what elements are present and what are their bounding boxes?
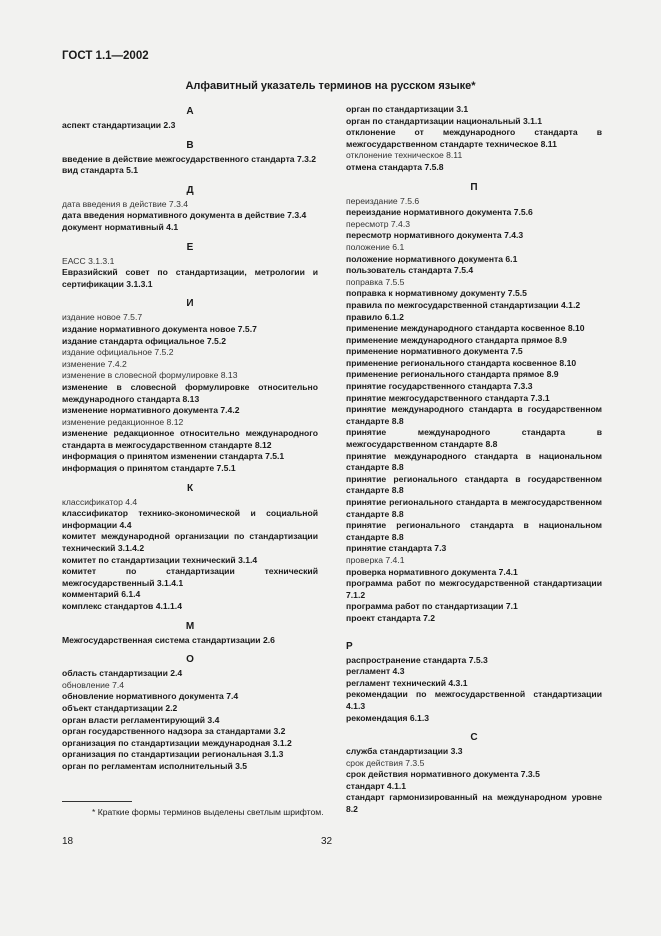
index-entry: информация о принятом изменении стандарта 7.5.1 <box>62 451 285 462</box>
section-letter: И <box>186 298 194 310</box>
footnote-rule <box>62 801 132 802</box>
index-entry: стандарт гармонизированный на международном уровне 8.2 <box>346 792 602 815</box>
index-column-left <box>62 104 318 773</box>
index-entry: орган власти регламентирующий 3.4 <box>62 714 220 725</box>
index-title: Алфавитный указатель терминов на русском языке* <box>185 80 476 92</box>
index-entry: дата введения в действие 7.3.4 <box>62 198 189 209</box>
index-entry: проверка 7.4.1 <box>346 554 405 565</box>
index-entry: положение 6.1 <box>346 241 405 252</box>
index-entry: Евразийский совет по стандартизации, метрологии и сертификации 3.1.3.1 <box>62 267 318 289</box>
index-entry: комитет по стандартизации технический 3.1.4 <box>62 554 258 565</box>
index-entry: принятие государственного стандарта 7.3.3 <box>346 381 533 392</box>
index-entry: принятие регионального стандарта в государственном стандарте 8.8 <box>346 473 602 496</box>
index-entry: программа работ по межгосударственной стандартизации 7.1.2 <box>346 578 602 600</box>
index-entry: поправка к нормативному документу 7.5.5 <box>346 288 527 299</box>
index-entry: пересмотр 7.4.3 <box>346 218 411 229</box>
document-header: ГОСТ 1.1—2002 <box>62 50 149 62</box>
index-entry: отклонение техническое 8.11 <box>346 150 463 161</box>
index-entry: издание стандарта официальное 7.5.2 <box>62 335 226 346</box>
index-entry: срок действия нормативного документа 7.3.5 <box>346 769 540 780</box>
index-entry: комитет международной организации по стандартизации технический 3.1.4.2 <box>62 531 318 554</box>
index-entry: рекомендации по межгосударственной стандартизации 4.1.3 <box>346 689 602 711</box>
index-entry: изменение редакционное относительно международного стандарта в межгосударственном стандарте 8.12 <box>62 428 318 450</box>
index-entry: принятие международного стандарта в государственном стандарте 8.8 <box>346 404 602 426</box>
index-entry: правила по межгосударственной стандартизации 4.1.2 <box>346 299 581 310</box>
index-entry: информация о принятом стандарте 7.5.1 <box>62 463 236 474</box>
index-entry: организация по стандартизации международная 3.1.2 <box>62 737 292 748</box>
index-entry: изменение 7.4.2 <box>62 358 127 369</box>
index-entry: применение регионального стандарта косвенное 8.10 <box>346 357 577 368</box>
index-entry: изменение в словесной формулировке 8.13 <box>62 370 238 381</box>
index-entry: объект стандартизации 2.2 <box>62 702 178 713</box>
index-entry: издание нормативного документа новое 7.5.7 <box>62 323 257 334</box>
section-letter: О <box>186 654 194 666</box>
index-entry: переиздание 7.5.6 <box>346 195 420 206</box>
index-entry: документ нормативный 4.1 <box>62 221 179 232</box>
index-entry: применение нормативного документа 7.5 <box>346 346 523 357</box>
index-entry: изменение редакционное 8.12 <box>62 416 184 427</box>
index-entry: орган по стандартизации 3.1 <box>346 104 469 114</box>
index-entry: орган по стандартизации национальный 3.1.1 <box>346 115 543 126</box>
index-entry: программа работ по стандартизации 7.1 <box>346 601 518 612</box>
index-entry: принятие межгосударственного стандарта 7.3.1 <box>346 392 550 403</box>
index-entry: обновление 7.4 <box>62 679 125 690</box>
section-letter: П <box>470 181 478 193</box>
index-entry: переиздание нормативного документа 7.5.6 <box>346 207 533 218</box>
index-entry: принятие международного стандарта в межгосударственном стандарте 8.8 <box>346 427 602 450</box>
index-entry: дата введения нормативного документа в действие 7.3.4 <box>62 210 307 221</box>
section-letter: Р <box>346 640 353 652</box>
index-entry: отклонение от международного стандарта в межгосударственном стандарте техническое 8.11 <box>346 127 602 149</box>
index-entry: издание новое 7.5.7 <box>62 312 143 323</box>
index-entry: вид стандарта 5.1 <box>62 165 139 176</box>
index-entry: рекомендация 6.1.3 <box>346 712 429 723</box>
index-entry: принятие регионального стандарта в национальном стандарте 8.8 <box>346 520 602 542</box>
index-entry: стандарт 4.1.1 <box>346 780 407 791</box>
index-entry: комментарий 6.1.4 <box>62 589 141 600</box>
index-entry: поправка 7.5.5 <box>346 276 405 287</box>
index-entry: область стандартизации 2.4 <box>62 668 183 679</box>
index-entry: проверка нормативного документа 7.4.1 <box>346 566 518 577</box>
index-entry: применение международного стандарта прямое 8.9 <box>346 334 567 345</box>
index-entry: пересмотр нормативного документа 7.4.3 <box>346 230 524 241</box>
section-letter: М <box>185 620 195 632</box>
index-entry: принятие международного стандарта в национальном стандарте 8.8 <box>346 450 602 473</box>
index-entry: орган государственного надзора за стандартами 3.2 <box>62 726 286 737</box>
index-entry: издание официальное 7.5.2 <box>62 347 174 358</box>
section-letter: В <box>186 139 194 151</box>
index-entry: обновление нормативного документа 7.4 <box>62 691 239 702</box>
index-entry: регламент технический 4.3.1 <box>346 677 468 688</box>
index-entry: принятие регионального стандарта в межгосударственном стандарте 8.8 <box>346 497 602 519</box>
index-entry: правило 6.1.2 <box>346 311 404 322</box>
index-entry: орган по регламентам исполнительный 3.5 <box>62 760 248 771</box>
index-column-right <box>346 104 602 816</box>
index-entry: организация по стандартизации региональная 3.1.3 <box>62 749 284 760</box>
index-entry: аспект стандартизации 2.3 <box>62 120 176 130</box>
index-entry: применение регионального стандарта прямое 8.9 <box>346 369 559 380</box>
index-entry: положение нормативного документа 6.1 <box>346 253 518 264</box>
page-number-left: 18 <box>62 836 74 847</box>
index-entry: применение международного стандарта косвенное 8.10 <box>346 323 585 334</box>
index-entry: комплекс стандартов 4.1.1.4 <box>62 601 182 611</box>
index-entry: классификатор 4.4 <box>62 496 138 507</box>
index-entry: служба стандартизации 3.3 <box>346 746 463 757</box>
index-entry: отмена стандарта 7.5.8 <box>346 161 444 172</box>
index-entry: пользователь стандарта 7.5.4 <box>346 265 474 276</box>
index-entry: введение в действие межгосударственного стандарта 7.3.2 <box>62 153 317 164</box>
page-number-center: 32 <box>321 836 333 847</box>
index-entry: изменение в словесной формулировке относительно международного стандарта 8.13 <box>62 381 318 404</box>
section-letter: Е <box>186 241 194 253</box>
index-entry: Межгосударственная система стандартизации 2.6 <box>62 634 275 645</box>
section-letter: А <box>186 106 194 117</box>
index-entry: классификатор технико-экономической и социальной информации 4.4 <box>62 508 318 530</box>
index-entry: срок действия 7.3.5 <box>346 757 425 768</box>
section-letter: С <box>470 732 478 744</box>
footnote: * Краткие формы терминов выделены светлым шрифтом. <box>92 807 324 817</box>
index-entry: комитет по стандартизации технический межгосударственный 3.1.4.1 <box>62 566 318 588</box>
index-entry: проект стандарта 7.2 <box>346 612 436 623</box>
index-entry: изменение нормативного документа 7.4.2 <box>62 405 240 416</box>
section-letter: Д <box>186 184 194 196</box>
index-entry: принятие стандарта 7.3 <box>346 543 447 554</box>
index-entry: регламент 4.3 <box>346 666 405 677</box>
index-entry: ЕАСС 3.1.3.1 <box>62 255 115 266</box>
section-letter: К <box>186 482 194 494</box>
index-entry: распространение стандарта 7.5.3 <box>346 654 488 665</box>
